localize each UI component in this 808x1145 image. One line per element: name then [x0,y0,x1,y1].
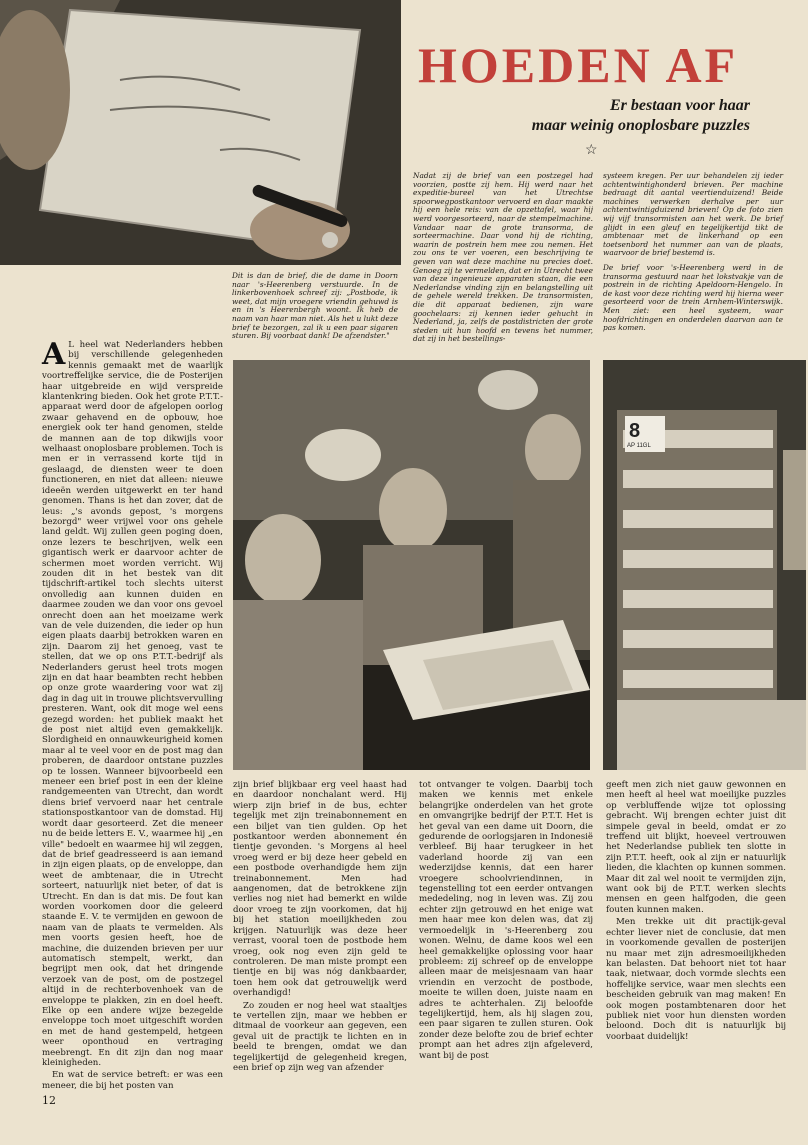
sorting-machine-caption: Nadat zij de brief van een postzegel had voorzien, postte zij hem. Hij werd naar het expeditie-bureel van het Utrechtse spoorwegpostkantoor vervoerd en daar maakte hij een hele reis: van de opzettafel, waar hij werd voorgesorteerd, naar de stempelmachine. Vandaar naar de grote transorma, de sorteermachine. Daar vond hij de richting, waarin de postrein hem mee zou nemen. Het zou ons te ver voeren, een beschrijving te geven van wat deze machine nu precies doet. Genoeg zij te vermelden, dat er in Utrecht twee van deze ingenieuze apparaten staan, die een Nederlandse vinding zijn en belangstelling uit de gehele wereld trekken. De transormisten, die dit apparaat bedienen, zijn ware goochelaars: zij kennen ieder gehucht in Nederland, ja, zelfs de postdistricten der grote steden uit hun hoofd en tevens het nummer, dat zij in het bestellings- [413,171,593,344]
transorma-caption-p1: systeem kregen. Per uur behandelen zij ieder achtentwintighonderd brieven. Per machine bedraagt dit aantal veertienduizend! Beide machines verwerken derhalve per uur achtentwintigduizend brieven! Op de foto zien wij vijf transormisten aan het werk. De brief glijdt in een gleuf en tegelijkertijd tikt de ambtenaar met de linkerhand op een toetsenbord het nummer aan van de plaats, waarvoor de brief bestemd is. [603,171,783,258]
article-column-2 [233,780,407,1090]
column-4-paragraph: geeft men zich niet gauw gewonnen en men heeft al heel wat moeilijke puzzles op verbluffende wijze tot oplossing gebracht. Wij brengen echter juist dit simpele geval in beeld, omdat er zo treffend uit blijkt, hoeveel vertrouwen het Nederlandse publiek ten slotte in zijn P.T.T. heeft, ook al zijn er natuurlijk lieden, die klachten op kunnen sommen. Maar dit zal wel nooit te vermijden zijn, want ook bij de P.T.T. werken slechts mensen en geen halfgoden, die geen fouten kunnen maken. [606,780,786,915]
article-subtitle [430,96,750,136]
column-2-paragraph: zijn brief blijkbaar erg veel haast had en daardoor nonchalant werd. Hij wierp zijn brief in de bus, echter tegelijk met zijn treinabonnement en een biljet van tien gulden. Op het postkantoor werden abonnement én tientje gevonden. 's Morgens al heel vroeg werd er bij deze heer gebeld en een postbode overhandigde hem zijn treinabonnement. Men had aangenomen, dat de betrokkene zijn verlies nog niet had bemerkt en wilde door vroeg te zijn voorkomen, dat hij bij het station moeilijkheden zou krijgen. Natuurlijk was deze heer verrast, vooral toen de postbode hem vroeg, ook nog even zijn geld te controleren. De man miste prompt een tientje en bij was nóg dankbaarder, toen hem ook dat getrouwelijk werd overhandigd! [233,780,407,999]
subtitle-line-2: maar weinig onoplosbare puzzles [531,117,750,134]
subtitle-line-1: Er bestaan voor haar [609,97,750,114]
column-4-paragraph-2: Men trekke uit dit practijk-geval echter liever niet de conclusie, dat men in voorkomende gevallen de posterijen nu maar met zijn adresmoeilijkheden kan belasten. Dat behoort niet tot haar taak, nietwaar, doch vormde slechts een hoffelijke service, waar men slechts een bescheiden gebruik van mag maken! En ook mogen postambtenaren door het publiek niet voor hun diensten worden beloond. Doch dit is natuurlijk bij voorbaat duidelijk! [606,917,786,1042]
cabinet-code-label: AP 11GL [627,443,651,449]
transorma-caption-p2: De brief voor 's-Heerenberg werd in de transorma gestuurd naar het lokstvakje van de postrein in de richting Apeldoorn-Hengelo. In de kast voor deze richting werd hij hierna weer gesorteerd voor de trein Arnhem-Winterswijk. Men ziet: een heel systeem, waar hoofdrichtingen en onderdelen daarvan aan te pas komen. [603,262,783,333]
cabinet-number-label: 8 [629,420,641,442]
column-2-paragraph-2: Zo zouden er nog heel wat staaltjes te vertellen zijn, maar we hebben er ditmaal de voorkeur aan gegeven, een geval uit de practijk te lichten en in beeld te brengen, omdat we dan tegelijkertijd de gelegenheid kregen, een brief op zijn weg van afzender [233,1000,407,1073]
column-3-paragraph: tot ontvanger te volgen. Daarbij toch maken we kennis met enkele belangrijke onderdelen van het grote en omvangrijke bedrijf der P.T.T. Het is het geval van een dame uit Doorn, die gedurende de oorlogsjaren in Indonesië verbleef. Bij haar terugkeer in het vaderland hoorde zij van een wederzijdse kennis, dat een harer vroegere schoolvriendinnen, in tegenstelling tot een eerder ontvangen mededeling, nog in leven was. Zij zou echter zijn getrouwd en het enige wat men haar mee kon delen was, dat zij vermoedelijk in 's-Heerenberg zou wonen. Welnu, de dame koos wel een heel gemakkelijke oplossing voor haar probleem: zij schreef op de enveloppe alleen maar de meisjesnaam van haar vriendin en verzocht de postbode, moeite te willen doen, juiste naam en adres te achterhalen. Zij beloofde tegelijkertijd, hem, als hij slagen zou, een paar sigaren te zullen sturen. Ook zonder deze belofte zou de brief echter prompt aan het adres zijn afgeleverd, want bij de post [419,780,594,1061]
letter-photo-caption: Dit is dan de brief, die de dame in Doorn naar 's-Heerenberg verstuurde. In de linkerbovenhoek schreef zij: „Postbode, ik weet, dat mijn vroegere vriendin gehuwd is en in 's Heerenbergh woont. Ik heb de naam van haar man niet. Als het u lukt deze brief te bezorgen, zal ik u een paar sigaren sturen. Bij voorbaat dank! De afzendster." [232,271,398,341]
star-icon: ☆ [585,142,598,158]
article-title: HOEDEN AF [418,37,739,93]
drop-cap: A [42,337,66,372]
sorting-cabinet-photo [603,360,806,770]
column-1-paragraph: L heel wat Nederlanders hebben bij verschillende gelegenheden kennis gemaakt met de waarlijk voortreffelijke service, die de Posterijen haar uitgebreide en wijd verspreide klantenkring bieden. Ook het grote P.T.T.-apparaat werd door de afgelopen oorlog zwaar gehavend en de opbouw, hoe energiek ook ter hand genomen, stelde de mannen aan de top dikwijls voor welhaast onoplosbare problemen. Toch is men er in verrassend korte tijd in geslaagd, de diensten weer te doen functioneren, en niet dat alleen: nieuwe ideeën werden uitgewerkt en ter hand genomen. Thans is het dan zover, dat de leus: „'s avonds gepost, 's morgens bezorgd" weer vrijwel voor ons gehele land geldt. Wij zullen geen poging doen, onze lezers te beschrijven, welk een gigantisch werk er daarvoor achter de schermen moet worden verricht. Wij zouden dit in het bestek van dit tijdschrift-artikel toch slechts uiterst onvolledig aan kunnen duiden en daarmee zouden we dan voor ons gevoel onrecht doen aan het moeizame werk van de vele duizenden, die ieder op hun eigen plaats daarbij betrokken waren en zijn. Daarom zij het genoeg, vast te stellen, dat we op ons P.T.T.-bedrijf als Nederlanders gerust heel trots mogen zijn en dat haar beambten recht hebben op onze grote waardering voor wat zij dag in dag uit in trouwe plichtsvervulling presteren. Want, ook dit moge wel eens gezegd worden: het publiek maakt het de post niet altijd even gemakkelijk. Slordigheid en onnauwkeurigheid komen maar al te veel voor en de post mag dan proberen, de daardoor ontstane puzzles op te lossen. Wanneer bijvoorbeeld een meneer een brief post in een der kleine randgemeenten van Utrecht, dan wordt diens brief vervoerd naar het centrale stationspostkantoor van de domstad. Hij wordt daar gesorteerd. Zet die meneer nu de beide letters E. V., waarmee hij „en ville" bedoelt en waarmee hij wil zeggen, dat de brief geadresseerd is aan iemand in zijn eigen plaats, op de enveloppe, dan weet de ambtenaar, die in Utrecht sorteert, natuurlijk niet beter, of dat is Utrecht. En dan is dat mis. De fout kan worden voorkomen door die geleerd staande E. V. te vermijden en gewoon de naam van de plaats te vermelden. Als men voorts gesien heeft, hoe de machine, die duizenden brieven per uur automatisch stempelt, werkt, dan begrijpt men ook, dat het dringende verzoek van de post, om de postzegel altijd in de rechterbovenhoek van de enveloppe te plakken, zin en doel heeft. Elke op een andere wijze bezegelde enveloppe toch moet uitgeschift worden en met de hand gestempeld, hetgeen weer oponthoud en vertraging meebrengt. En dit zijn dan nog maar kleinigheden. [42,340,224,1069]
article-column-3 [419,780,593,1090]
sorting-workers-photo [233,360,590,770]
article-column-4 [606,780,786,1090]
transorma-caption [603,172,783,354]
article-column-1 [42,337,224,1091]
letter-photo [0,0,401,265]
column-1-paragraph-2: En wat de service betreft: er was een meneer, die bij het posten van [42,1070,223,1091]
page-number: 12 [42,1094,56,1107]
